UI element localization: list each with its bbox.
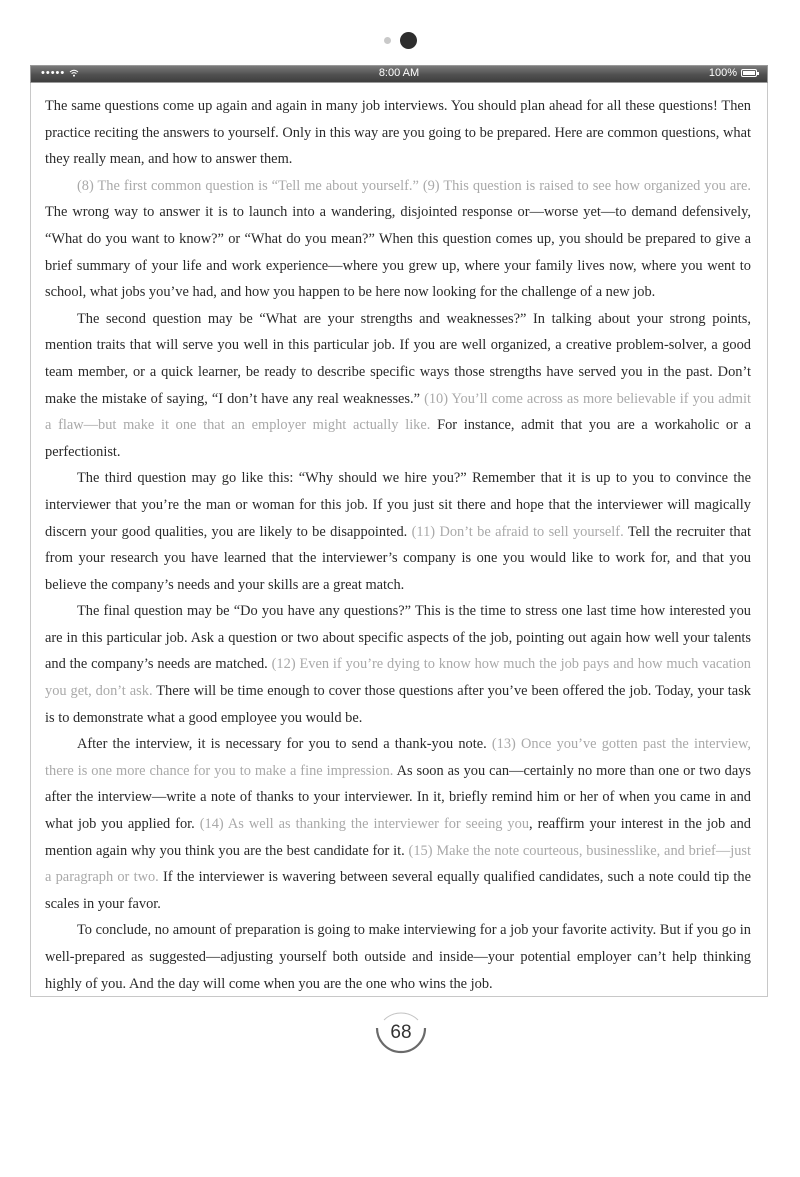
sentence-8-9: (8) The first common question is “Tell me about yourself.” (9) This question is raised to see how organized you are. bbox=[77, 177, 751, 194]
paragraph-thank-you-mid: As soon as you can—certainly no more than one or two days after the interview—write a note of thanks to your interviewer. In it, briefly remind him or her of when you came in and what job you applied for. bbox=[45, 762, 751, 833]
sentence-13: (13) Once you’ve gotten past the interview, there is one more chance for you to make a fine impression. bbox=[45, 736, 751, 779]
sentence-14: (14) As well as thanking the interviewer for seeing you bbox=[199, 816, 530, 833]
paragraph-question-four bbox=[45, 598, 751, 731]
paragraph-question-four-text: The final question may be “Do you have any questions?” This is the time to stress one last time how interested you are in this particular job. Ask a question or two about specific aspects of the job, pointing out again how well your talents and the company’s needs are matched. bbox=[45, 603, 751, 673]
battery-indicator bbox=[709, 67, 757, 79]
paragraph-thank-you-end: If the interviewer is wavering between several equally qualified candidates, such a note could tip the scales in your favor. bbox=[45, 869, 751, 912]
paragraph-thank-you-text: After the interview, it is necessary for you to send a thank-you note. bbox=[77, 736, 492, 753]
device-camera bbox=[0, 30, 800, 50]
page-number: 68 bbox=[390, 1022, 412, 1043]
battery-percent: 100% bbox=[708, 67, 737, 79]
paragraph-question-one-text: The wrong way to answer it is to launch into a wandering, disjointed response or—worse yet—to demand defensively, “What do you want to know?” or “What do you mean?” When this question comes up, you should be prepared to give a brief summary of your life and work experience—where you grew up, where your family lives now, where you went to school, what jobs you’ve had, and how you happen to be here now looking for the challenge of a new job. bbox=[45, 204, 751, 301]
paragraph-question-two-end: For instance, admit that you are a workaholic or a perfectionist. bbox=[45, 417, 751, 460]
signal-icon: ••••• bbox=[41, 67, 66, 79]
battery-icon bbox=[741, 69, 757, 77]
paragraph-thank-you bbox=[45, 731, 751, 917]
status-time: 8:00 AM bbox=[378, 67, 420, 79]
paragraph-question-one bbox=[45, 173, 751, 306]
paragraph-intro: The same questions come up again and again in many job interviews. You should plan ahead for all these questions! Then practice reciting the answers to yourself. Only in this way are you going to be prepared. Here are common questions, what they really mean, and how to answer them. bbox=[45, 98, 751, 168]
page-number-badge bbox=[372, 1008, 430, 1062]
sentence-11: (11) Don’t be afraid to sell yourself. bbox=[411, 523, 624, 540]
sentence-10: (10) You’ll come across as more believable if you admit a flaw—but make it one that an employer might actually like. bbox=[45, 390, 751, 434]
paragraph-question-three-text: The third question may go like this: “Why should we hire you?” Remember that it is up to you to convince the interviewer that you’re the man or woman for this job. If you just sit there and hope that the interviewer will magically discern your good qualities, you are likely to be disappointed. bbox=[45, 470, 751, 540]
camera-lens bbox=[400, 32, 417, 49]
paragraph-thank-you-mid2: , reaffirm your interest in the job and mention again why you think you are the best candidate for it. bbox=[45, 816, 751, 859]
paragraph-question-two bbox=[45, 306, 751, 466]
paragraph-conclusion: To conclude, no amount of preparation is going to make interviewing for a job your favorite activity. But if you go in well-prepared as suggested—adjusting yourself both outside and inside—your potential employer can’t help thinking highly of you. And the day will come when you are the one who wins the job. bbox=[45, 922, 751, 992]
paragraph-question-three-end: Tell the recruiter that from your research you have learned that the interviewer’s company is one you would like to work for, and that you believe the company’s needs and your skills are a great match. bbox=[45, 523, 751, 593]
sentence-15: (15) Make the note courteous, businesslike, and brief—just a paragraph or two. bbox=[45, 842, 752, 886]
paragraph-question-three bbox=[45, 465, 751, 598]
status-bar bbox=[30, 65, 768, 83]
sentence-12: (12) Even if you’re dying to know how much the job pays and how much vacation you get, don’t ask. bbox=[45, 656, 752, 700]
paragraph-question-four-end: There will be time enough to cover those questions after you’ve been offered the job. Today, your task is to demonstrate what a good employee you would be. bbox=[45, 683, 751, 726]
paragraph-question-two-text: The second question may be “What are your strengths and weaknesses?” In talking about your strong points, mention traits that will serve you well in this particular job. If you are well organized, a creative problem-solver, a good team member, or a quick learner, be ready to describe specific ways those strengths have served you in the past. Don’t make the mistake of saying, “I don’t have any real weaknesses.” bbox=[45, 310, 751, 407]
sensor-dot bbox=[384, 37, 391, 44]
reading-screen bbox=[30, 83, 768, 997]
